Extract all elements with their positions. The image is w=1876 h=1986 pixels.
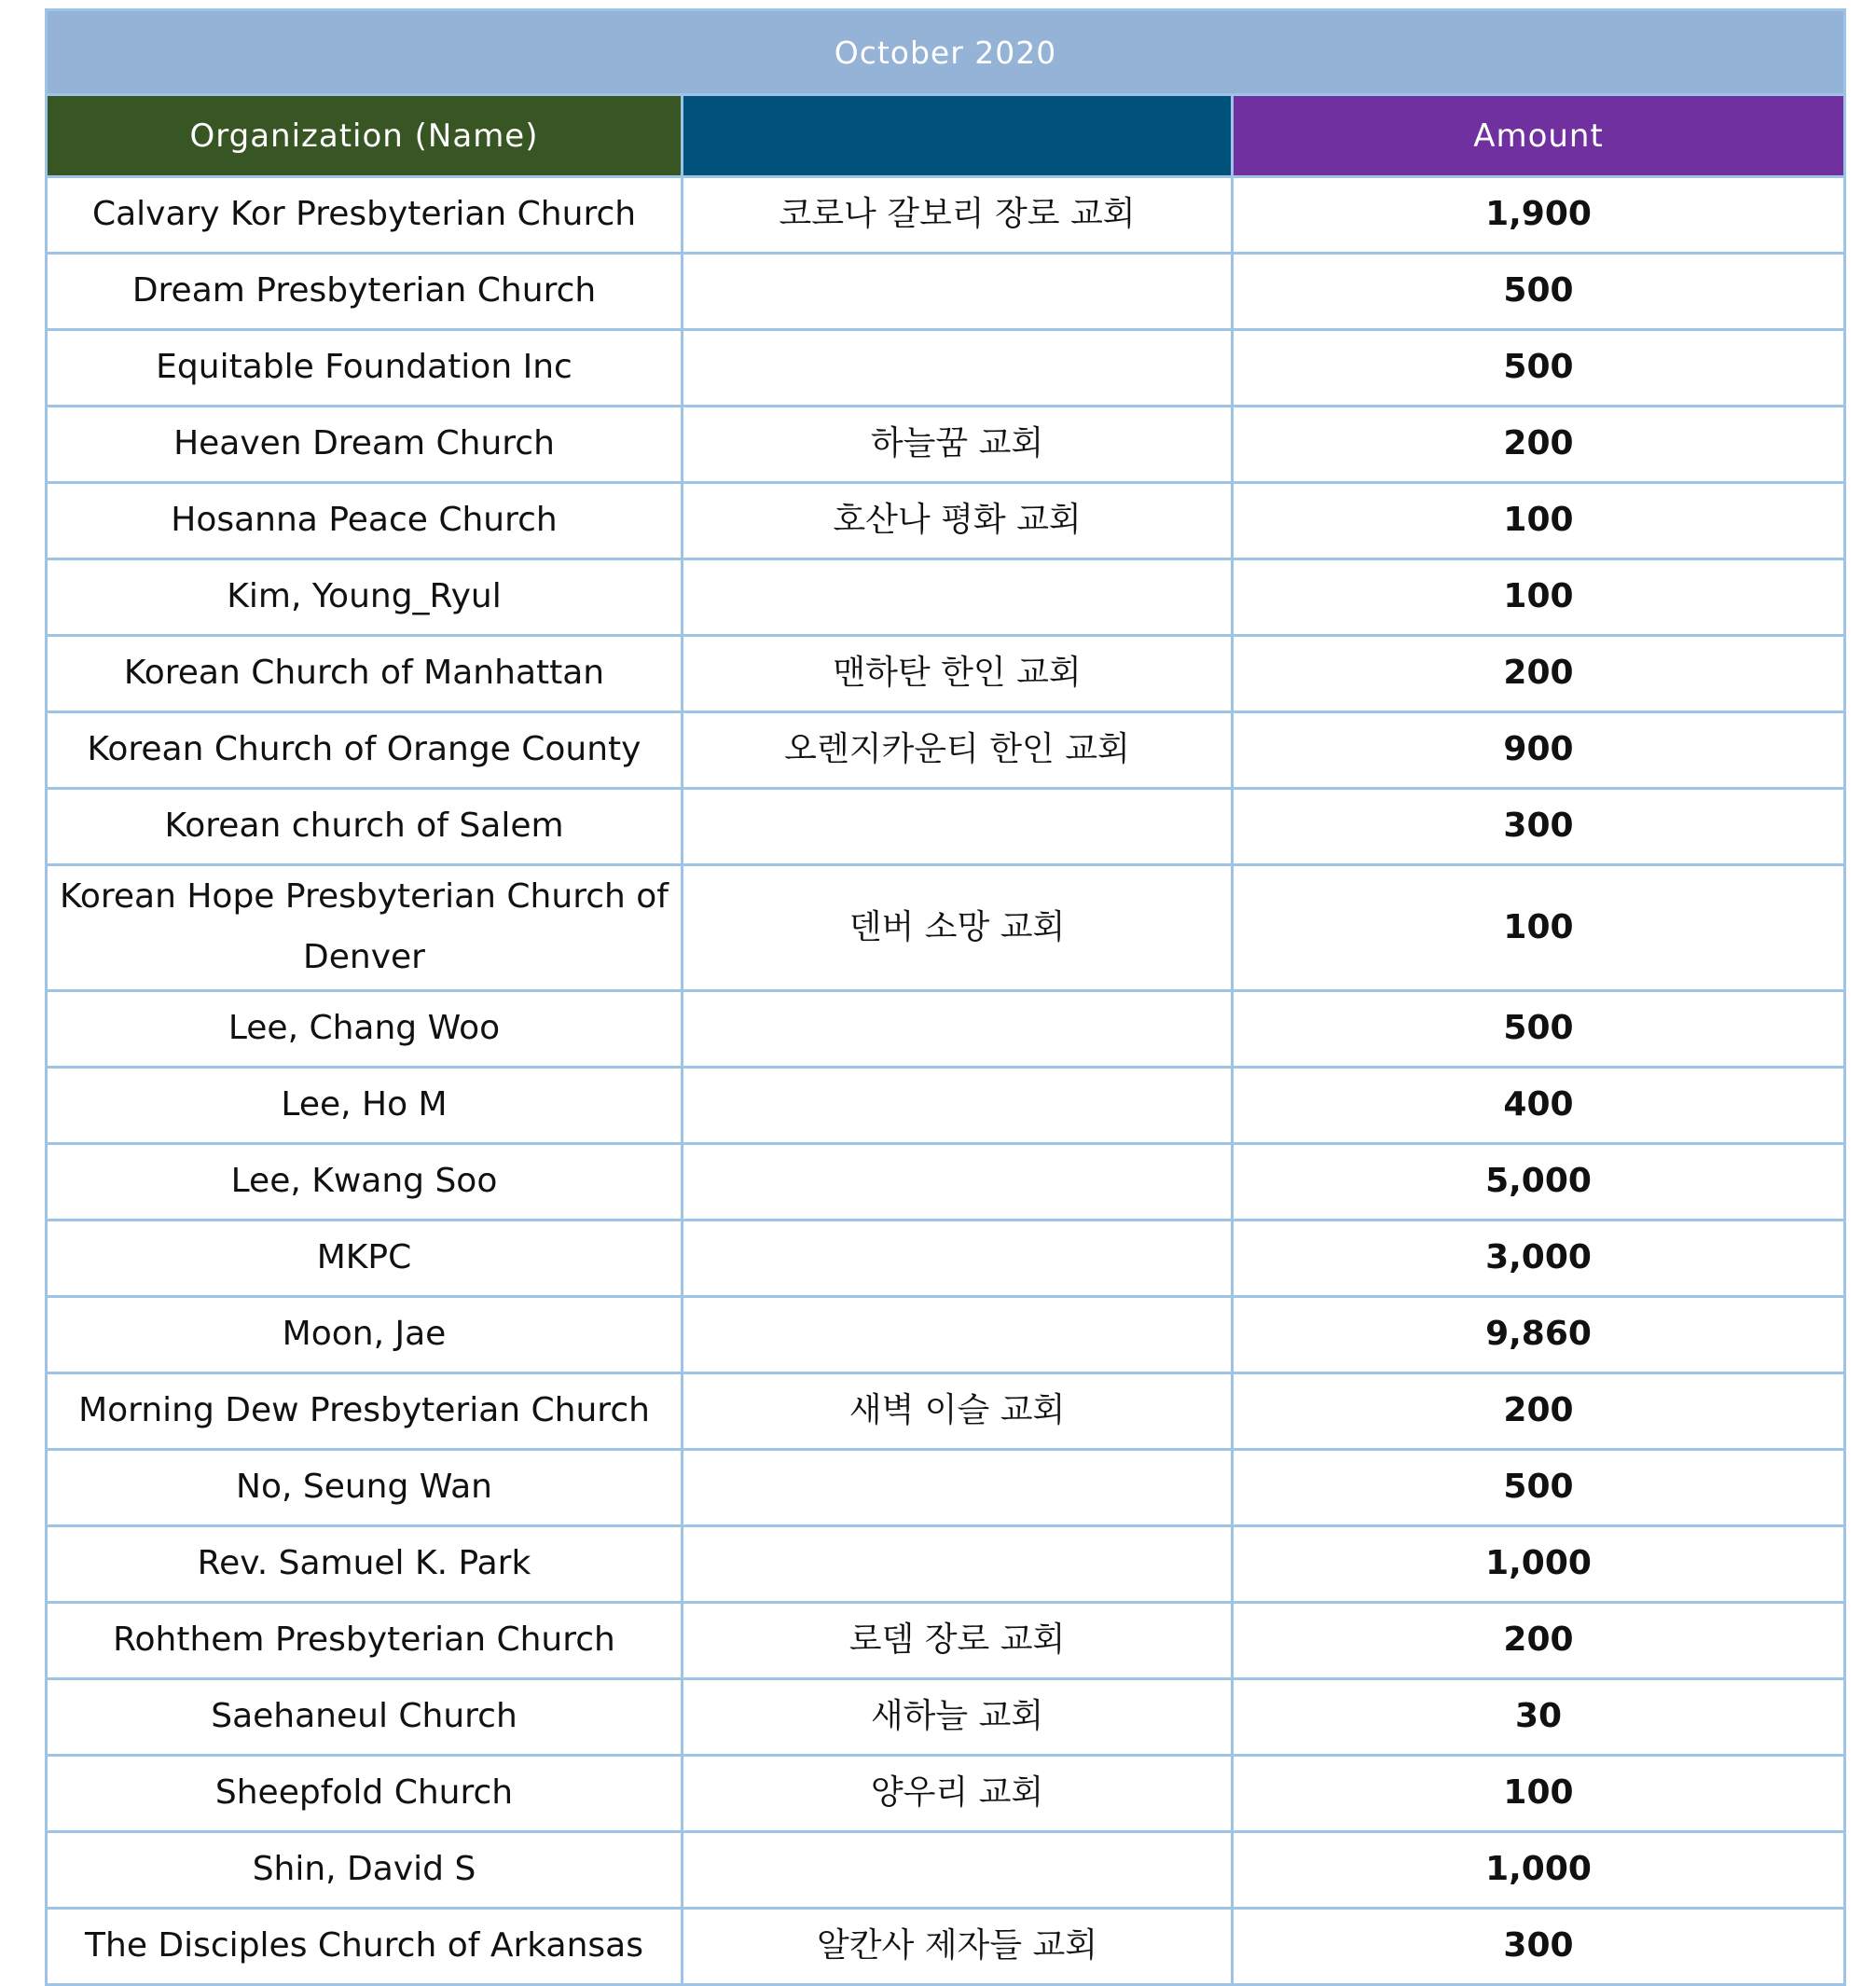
korean-name-cell: 하늘꿈 교회 [683, 407, 1233, 483]
organization-name-cell: Kim, Young_Ryul [47, 559, 683, 636]
amount-cell: 500 [1233, 1450, 1845, 1526]
table-row [47, 1832, 1845, 1909]
korean-name-cell: 양우리 교회 [683, 1756, 1233, 1832]
table-row [47, 1221, 1845, 1297]
table-row [47, 865, 1845, 991]
amount-cell: 200 [1233, 407, 1845, 483]
table-row [47, 1603, 1845, 1679]
table-row [47, 254, 1845, 330]
korean-name-cell: 맨하탄 한인 교회 [683, 636, 1233, 712]
amount-cell: 1,000 [1233, 1526, 1845, 1603]
amount-cell: 30 [1233, 1679, 1845, 1756]
organization-name-cell: Morning Dew Presbyterian Church [47, 1373, 683, 1450]
organization-name-cell: Sheepfold Church [47, 1756, 683, 1832]
table-row [47, 1679, 1845, 1756]
amount-cell: 100 [1233, 865, 1845, 991]
korean-name-cell [683, 1832, 1233, 1909]
korean-name-cell [683, 1068, 1233, 1144]
korean-name-cell [683, 254, 1233, 330]
amount-cell: 500 [1233, 254, 1845, 330]
amount-cell: 300 [1233, 789, 1845, 865]
amount-cell: 1,000 [1233, 1832, 1845, 1909]
table-row [47, 559, 1845, 636]
organization-name-cell: Shin, David S [47, 1832, 683, 1909]
organization-name-cell: Saehaneul Church [47, 1679, 683, 1756]
table-row [47, 330, 1845, 407]
organization-name-cell: Rohthem Presbyterian Church [47, 1603, 683, 1679]
korean-name-cell [683, 559, 1233, 636]
column-header-amount: Amount [1233, 95, 1845, 177]
organization-name-cell: Lee, Chang Woo [47, 991, 683, 1068]
korean-name-cell [683, 1297, 1233, 1373]
table-row [47, 789, 1845, 865]
table-title: October 2020 [47, 10, 1845, 95]
korean-name-cell [683, 330, 1233, 407]
organization-name-cell: No, Seung Wan [47, 1450, 683, 1526]
column-header-korean-name [683, 95, 1233, 177]
organization-name-cell: Hosanna Peace Church [47, 483, 683, 559]
korean-name-cell [683, 1144, 1233, 1221]
korean-name-cell [683, 1450, 1233, 1526]
organization-name-cell: Korean Church of Manhattan [47, 636, 683, 712]
organization-name-cell: Rev. Samuel K. Park [47, 1526, 683, 1603]
table-row [47, 1756, 1845, 1832]
korean-name-cell [683, 1526, 1233, 1603]
organization-name-cell: Calvary Kor Presbyterian Church [47, 177, 683, 254]
organization-name-cell: Korean Church of Orange County [47, 712, 683, 789]
donations-table [45, 8, 1846, 1986]
table-row [47, 636, 1845, 712]
organization-name-cell: Lee, Ho M [47, 1068, 683, 1144]
table-row [47, 1450, 1845, 1526]
organization-name-cell: Korean church of Salem [47, 789, 683, 865]
table-row [47, 1526, 1845, 1603]
amount-cell: 100 [1233, 483, 1845, 559]
korean-name-cell [683, 1221, 1233, 1297]
table-row [47, 177, 1845, 254]
korean-name-cell: 로뎀 장로 교회 [683, 1603, 1233, 1679]
amount-cell: 300 [1233, 1909, 1845, 1985]
amount-cell: 3,000 [1233, 1221, 1845, 1297]
amount-cell: 200 [1233, 1373, 1845, 1450]
amount-cell: 5,000 [1233, 1144, 1845, 1221]
organization-name-cell: Korean Hope Presbyterian Church of Denver [47, 865, 683, 991]
amount-cell: 100 [1233, 1756, 1845, 1832]
table-row [47, 1909, 1845, 1985]
amount-cell: 1,900 [1233, 177, 1845, 254]
organization-name-cell: MKPC [47, 1221, 683, 1297]
table-row [47, 1068, 1845, 1144]
column-header-organization: Organization (Name) [47, 95, 683, 177]
title-row [47, 10, 1845, 95]
korean-name-cell: 코로나 갈보리 장로 교회 [683, 177, 1233, 254]
header-row [47, 95, 1845, 177]
table-row [47, 1373, 1845, 1450]
amount-cell: 400 [1233, 1068, 1845, 1144]
amount-cell: 200 [1233, 1603, 1845, 1679]
amount-cell: 9,860 [1233, 1297, 1845, 1373]
korean-name-cell: 새벽 이슬 교회 [683, 1373, 1233, 1450]
organization-name-cell: Lee, Kwang Soo [47, 1144, 683, 1221]
organization-name-cell: Equitable Foundation Inc [47, 330, 683, 407]
korean-name-cell [683, 789, 1233, 865]
amount-cell: 900 [1233, 712, 1845, 789]
korean-name-cell [683, 991, 1233, 1068]
table-row [47, 483, 1845, 559]
amount-cell: 500 [1233, 330, 1845, 407]
table-row [47, 1297, 1845, 1373]
korean-name-cell: 덴버 소망 교회 [683, 865, 1233, 991]
organization-name-cell: The Disciples Church of Arkansas [47, 1909, 683, 1985]
korean-name-cell: 오렌지카운티 한인 교회 [683, 712, 1233, 789]
korean-name-cell: 알칸사 제자들 교회 [683, 1909, 1233, 1985]
organization-name-cell: Heaven Dream Church [47, 407, 683, 483]
amount-cell: 500 [1233, 991, 1845, 1068]
table-row [47, 991, 1845, 1068]
amount-cell: 100 [1233, 559, 1845, 636]
table-row [47, 712, 1845, 789]
korean-name-cell: 호산나 평화 교회 [683, 483, 1233, 559]
korean-name-cell: 새하늘 교회 [683, 1679, 1233, 1756]
amount-cell: 200 [1233, 636, 1845, 712]
organization-name-cell: Moon, Jae [47, 1297, 683, 1373]
table-row [47, 407, 1845, 483]
organization-name-cell: Dream Presbyterian Church [47, 254, 683, 330]
table-row [47, 1144, 1845, 1221]
